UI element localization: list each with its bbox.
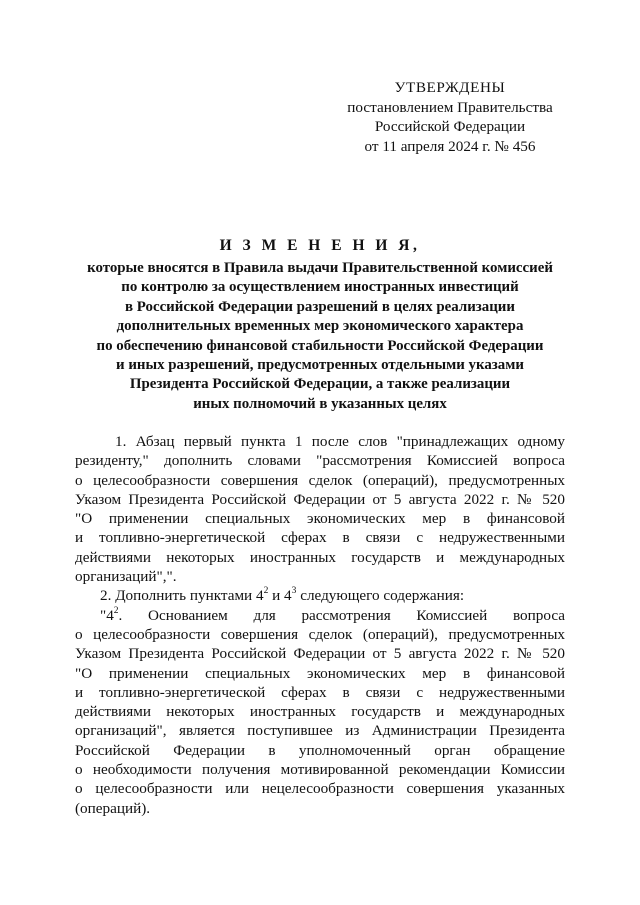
paragraph-line: и топливно-энергетической сферах в связи с недружественными — [75, 683, 565, 701]
text-fragment: 2. Дополнить пунктами 4 — [100, 587, 264, 605]
document-title — [40, 236, 600, 414]
subtitle-line: Президента Российской Федерации, а также реализации — [129, 376, 511, 393]
paragraph-line: Российской Федерации в уполномоченный орган обращение — [75, 741, 565, 759]
paragraph-line: организаций",". — [75, 568, 177, 586]
approval-title: УТВЕРЖДЕНЫ — [394, 79, 506, 96]
superscript: 3 — [291, 586, 297, 597]
paragraph-line: организаций", является поступившее из Администрации Президента — [75, 722, 565, 740]
subtitle-line: по обеспечению финансовой стабильности Российской Федерации — [96, 337, 544, 354]
paragraph-line: резиденту," дополнить словами "рассмотрения Комиссией вопроса — [75, 452, 565, 470]
paragraph-line: о необходимости получения мотивированной рекомендации Комиссии — [75, 761, 565, 779]
superscript: 2 — [113, 605, 119, 616]
paragraph-line: (операций). — [75, 799, 151, 817]
approval-date: от 11 апреля 2024 г. № 456 — [364, 137, 536, 155]
text-fragment: . Основанием для рассмотрения Комиссией вопроса — [118, 606, 565, 624]
paragraph-line: действиями некоторых иностранных государств и международных — [75, 548, 565, 566]
paragraph-line: Указом Президента Российской Федерации от 5 августа 2022 г. № 520 — [75, 490, 565, 508]
subtitle-line: иных полномочий в указанных целях — [193, 395, 447, 412]
approval-stamp — [330, 78, 570, 156]
paragraph-line: о целесообразности совершения сделок (операций), предусмотренных — [75, 471, 565, 489]
paragraph-line: "О применении специальных экономических мер в финансовой — [75, 510, 565, 528]
subtitle-line: которые вносятся в Правила выдачи Правительственной комиссией — [87, 260, 553, 276]
superscript: 2 — [263, 586, 269, 597]
paragraph-line — [75, 606, 565, 625]
paragraph-line: Указом Президента Российской Федерации от 5 августа 2022 г. № 520 — [75, 645, 565, 663]
paragraph-line: действиями некоторых иностранных государств и международных — [75, 703, 565, 721]
document-body — [75, 432, 565, 818]
subtitle-line: и иных разрешений, предусмотренных отдельными указами — [116, 357, 524, 374]
text-fragment: "4 — [100, 606, 114, 624]
text-fragment: и 4 — [268, 587, 292, 605]
paragraph-line: о целесообразности совершения сделок (операций), предусмотренных — [75, 625, 565, 643]
subtitle-line: в Российской Федерации разрешений в целях реализации — [125, 298, 515, 315]
paragraph-line — [75, 586, 565, 605]
paragraph-line: о целесообразности или нецелесообразности совершения указанных — [75, 780, 565, 798]
document-heading: И З М Е Н Е Н И Я, — [219, 237, 421, 254]
approval-line: Российской Федерации — [374, 118, 526, 136]
subtitle-line: дополнительных временных мер экономического характера — [116, 318, 524, 335]
paragraph-line: "О применении специальных экономических мер в финансовой — [75, 664, 565, 682]
subtitle-line: по контролю за осуществлением иностранных инвестиций — [121, 279, 519, 296]
paragraph-line: и топливно-энергетической сферах в связи с недружественными — [75, 529, 565, 547]
paragraph-line: 1. Абзац первый пункта 1 после слов "принадлежащих одному — [115, 433, 565, 450]
text-fragment: следующего содержания: — [296, 587, 465, 605]
approval-line: постановлением Правительства — [347, 98, 553, 116]
